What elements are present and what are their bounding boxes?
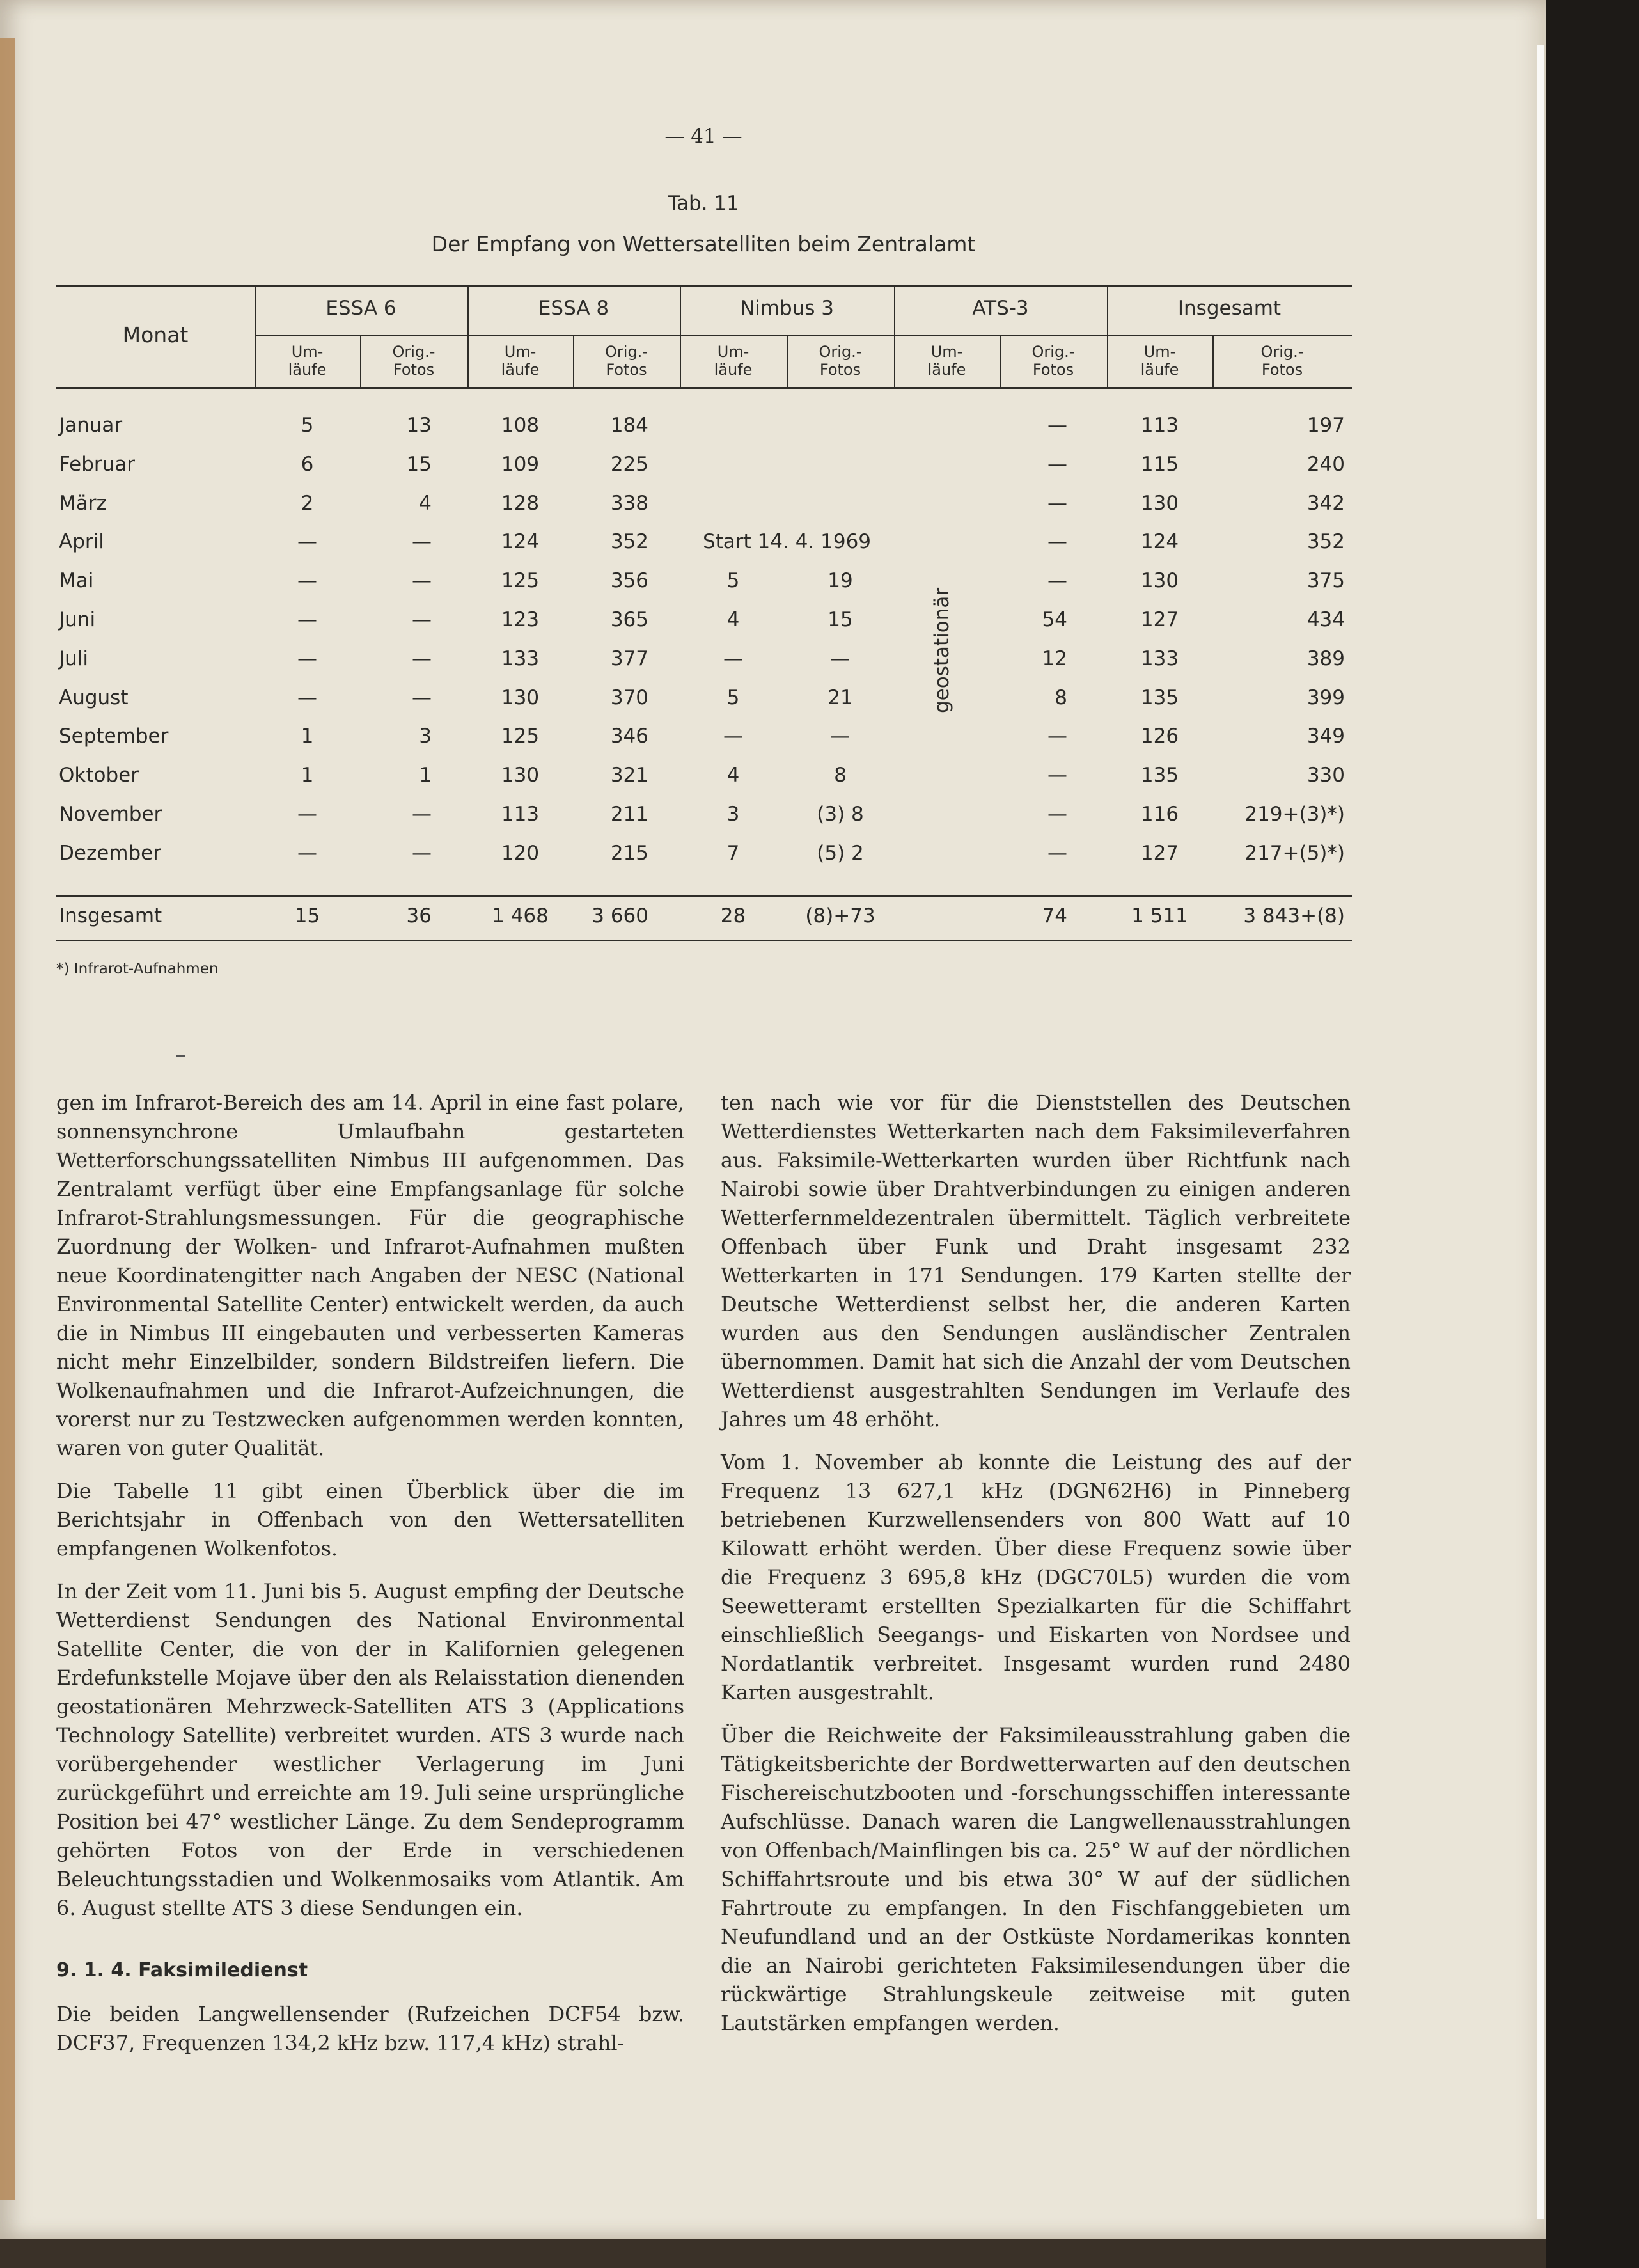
table-row-cell: (3) 8: [817, 803, 864, 826]
table-row-cell: 197: [1306, 414, 1345, 437]
table-row-cell: 115: [1140, 452, 1179, 476]
table-row-cell: 133: [501, 647, 540, 670]
table-row-cell: 4: [726, 764, 740, 787]
table-row-cell: —: [412, 647, 432, 670]
table-footnote: *) Infrarot-Aufnahmen: [56, 961, 219, 977]
table-row-cell: —: [412, 841, 432, 865]
scan-background: [1546, 0, 1639, 2268]
page-number: — 41 —: [664, 125, 742, 148]
subheader-umlaeufe: Um- läufe: [927, 343, 966, 379]
paragraph: Über die Reichweite der Faksimileausstrahlung gaben die Tätigkeitsberichte der Bordwetterwarten auf den deutschen Fischereischutzbooten und -forschungsschiffen interessante Aufschlüsse. Danach waren die Langwellenausstrahlungen von Offenbach/Mainflingen bis ca. 25° W auf der nördlichen Schiffahrtsroute und bis etwa 30° W auf der südlichen Fahrtroute zu empfangen. In den Fischfanggebieten um Neufundland und an der Ostküste Nordamerikas konnten die an Nairobi gerichteten Faksimilesendungen über die rückwärtige Strahlungskeule zeitweise mit guten Lautstärken empfangen werden.: [721, 1723, 1351, 2035]
table-row-cell: —: [830, 725, 851, 748]
total-row-cell: 15: [294, 904, 320, 927]
table-row-cell: —: [1047, 725, 1067, 748]
group-header-rule: [255, 335, 1352, 336]
table-row-cell: —: [412, 569, 432, 593]
group-header-total: Insgesamt: [1177, 297, 1282, 320]
table-row-cell: 377: [610, 647, 648, 670]
group-header-essa8: ESSA 8: [538, 297, 609, 320]
table-row-cell: 15: [406, 452, 432, 476]
table-row-cell: 3: [726, 803, 740, 826]
table-row-month: August: [59, 686, 129, 709]
table-row-cell: —: [1047, 764, 1067, 787]
table-row-cell: —: [297, 803, 317, 826]
table-row-month: Februar: [59, 452, 136, 476]
table-row-cell: 1: [419, 764, 432, 787]
table-row-cell: 13: [406, 414, 432, 437]
table-row-cell: 5: [726, 686, 740, 709]
table-row-cell: 4: [419, 491, 432, 515]
page-edge-highlight: [1537, 45, 1544, 2219]
table-row-cell: 4: [726, 608, 740, 631]
table-row-month: Juni: [59, 608, 96, 631]
total-row-cell: 1 511: [1131, 904, 1188, 927]
table-row-cell: —: [297, 569, 317, 593]
table-row-cell: 370: [610, 686, 648, 709]
table-row-cell: 21: [827, 686, 853, 709]
table-row-cell: 19: [827, 569, 853, 593]
table-row-cell: —: [1047, 530, 1067, 554]
total-row-cell: 28: [720, 904, 746, 927]
table-row-cell: 1: [301, 764, 314, 787]
table-row-month: Oktober: [59, 764, 139, 787]
table-row-cell: 356: [610, 569, 648, 593]
table-title: Der Empfang von Wettersatelliten beim Zentralamt: [431, 232, 976, 256]
table-bottom-rule: [56, 940, 1352, 941]
table-row-cell: 130: [501, 686, 540, 709]
table-row-cell: —: [412, 803, 432, 826]
table-row-cell: 133: [1140, 647, 1179, 670]
table-row-cell: 321: [610, 764, 648, 787]
table-row-month: April: [59, 530, 104, 554]
table-row-cell: 342: [1306, 491, 1345, 515]
table-row-cell: (5) 2: [817, 841, 864, 865]
table-row-cell: 365: [610, 608, 648, 631]
table-row-cell: 352: [1306, 530, 1345, 554]
table-row-cell: 135: [1140, 686, 1179, 709]
table-row-cell: —: [297, 647, 317, 670]
month-column-header: Monat: [122, 322, 189, 347]
table-row-cell: —: [723, 725, 743, 748]
total-row-cell: 3 660: [592, 904, 648, 927]
table-row-cell: 434: [1306, 608, 1345, 631]
table-row-month: Januar: [59, 414, 123, 437]
header-bottom-rule: [56, 387, 1352, 389]
table-row-cell: 130: [1140, 569, 1179, 593]
table-row-cell: —: [297, 686, 317, 709]
table-row-cell: 126: [1140, 725, 1179, 748]
table-row-cell: 346: [610, 725, 648, 748]
table-row-cell: 127: [1140, 608, 1179, 631]
subheader-umlaeufe: Um- läufe: [714, 343, 753, 379]
table-row-cell: —: [1047, 841, 1067, 865]
table-row-cell: —: [412, 530, 432, 554]
table-row-cell: 3: [419, 725, 432, 748]
table-row-cell: —: [1047, 414, 1067, 437]
table-row-cell: 54: [1042, 608, 1067, 631]
paragraph: Vom 1. November ab konnte die Leistung des auf der Frequenz 13 627,1 kHz (DGN62H6) in Pinneberg betriebenen Kurzwellensenders von 800 Watt auf 10 Kilowatt erhöht werden. Über diese Frequenz sowie über die Frequenz 3 695,8 kHz (DGC70L5) wurden die vom Seewetteramt erstellten Spezialkarten für die Schiffahrt einschließlich Seegangs- und Eiskarten von Nordsee und Nordatlantik verbreitet. Insgesamt wurden rund 2480 Karten ausgestrahlt.: [721, 1450, 1351, 1705]
subheader-fotos: Orig.- Fotos: [1031, 343, 1075, 379]
table-row-cell: 399: [1306, 686, 1345, 709]
total-row-cell: (8)+73: [805, 904, 875, 927]
paragraph: gen im Infrarot-Bereich des am 14. April in eine fast polare, sonnensynchrone Umlaufbahn gestarteten Wetterforschungssatelliten Nimbus III aufgenommen. Das Zentralamt verfügt über eine Empfangsanlage für solche Infrarot-Strahlungsmessungen. Für die geographische Zuordnung der Wolken- und Infrarot-Aufnahmen mußten neue Koordinatengitter nach Angaben der NESC (National Environmental Satellite Center) entwickelt werden, da auch die in Nimbus III eingebauten und verbesserten Kameras nicht mehr Einzelbilder, sondern Bildstreifen liefern. Die Wolkenaufnahmen und die Infrarot-Aufzeichnungen, die vorerst nur zu Testzwecken aufgenommen werden konnten, waren von guter Qualität.: [56, 1091, 684, 1460]
table-row-cell: 123: [501, 608, 540, 631]
table-row-cell: 125: [501, 725, 540, 748]
table-row-cell: 338: [610, 491, 648, 515]
subheader-fotos: Orig.- Fotos: [1260, 343, 1304, 379]
table-row-cell: 8: [834, 764, 847, 787]
total-row-cell: 1 468: [492, 904, 549, 927]
table-row-cell: —: [723, 647, 743, 670]
subheader-fotos: Orig.- Fotos: [392, 343, 435, 379]
table-row-cell: 130: [501, 764, 540, 787]
print-mark: [176, 1055, 185, 1057]
text-column-right: [721, 1089, 1351, 2038]
table-row-cell: 219+(3)*): [1244, 803, 1345, 826]
table-row-cell: —: [1047, 491, 1067, 515]
text-column-left: [56, 1089, 684, 2058]
table-row-cell: 7: [726, 841, 740, 865]
ats3-geostationary-note: geostationär: [930, 587, 953, 713]
total-row-cell: 74: [1042, 904, 1067, 927]
table-row-cell: 127: [1140, 841, 1179, 865]
table-row-cell: —: [1047, 569, 1067, 593]
paragraph: Die beiden Langwellensender (Rufzeichen DCF54 bzw. DCF37, Frequenzen 134,2 kHz bzw. 117,4 kHz) strahl-: [56, 2002, 684, 2055]
table-row-cell: 375: [1306, 569, 1345, 593]
table-row-cell: 330: [1306, 764, 1345, 787]
table-row-cell: 125: [501, 569, 540, 593]
table-row-cell: 135: [1140, 764, 1179, 787]
table-row-cell: —: [830, 647, 851, 670]
table-row-cell: 113: [1140, 414, 1179, 437]
paragraph: In der Zeit vom 11. Juni bis 5. August empfing der Deutsche Wetterdienst Sendungen des National Environmental Satellite Center, die von der in Kalifornien gelegenen Erdefunkstelle Mojave über den als Relaisstation dienenden geostationären Mehrzweck-Satelliten ATS 3 (Applications Technology Satellite) verbreitet wurden. ATS 3 wurde nach vorübergehender westlicher Verlagerung im Juni zurückgeführt und erreichte am 19. Juli seine ursprüngliche Position bei 47° westlicher Länge. Zu dem Sendeprogramm gehörten Fotos von der Erde in verschiedenen Beleuchtungsstadien und Wolkenmosaiks vom Atlantik. Am 6. August stellte ATS 3 diese Sendungen ein.: [56, 1579, 684, 1920]
table-row-cell: 1: [301, 725, 314, 748]
table-row-cell: 8: [1055, 686, 1067, 709]
table-row-cell: 116: [1140, 803, 1179, 826]
table-row-month: Mai: [59, 569, 94, 593]
total-top-rule: [56, 895, 1352, 897]
table-row-cell: 211: [610, 803, 648, 826]
total-row-month: Insgesamt: [59, 904, 162, 927]
table-row-cell: 6: [301, 452, 314, 476]
table-row-cell: Start 14. 4. 1969: [702, 530, 872, 554]
table-row-month: März: [59, 491, 107, 515]
table-row-cell: 225: [610, 452, 648, 476]
group-header-nimbus3: Nimbus 3: [739, 297, 835, 320]
table-row-month: Dezember: [59, 841, 161, 865]
total-row-cell: 3 843+(8): [1243, 904, 1345, 927]
table-row-cell: —: [412, 608, 432, 631]
paragraph: ten nach wie vor für die Dienststellen des Deutschen Wetterdienstes Wetterkarten nach dem Faksimileverfahren aus. Faksimile-Wetterkarten wurden über Richtfunk nach Nairobi sowie über Drahtverbindungen zu einigen anderen Wetterfernmeldezentralen übermittelt. Täglich verbreitete Offenbach über Funk und Draht insgesamt 232 Wetterkarten in 171 Sendungen. 179 Karten stellte der Deutsche Wetterdienst selbst her, die anderen Karten wurden aus den Sendungen ausländischer Zentralen übernommen. Damit hat sich die Anzahl der vom Deutschen Wetterdienst ausgestrahlten Sendungen im Verlaufe des Jahres um 48 erhöht.: [721, 1091, 1351, 1431]
table-row-cell: —: [1047, 452, 1067, 476]
table-row-month: November: [59, 803, 162, 826]
table-label: Tab. 11: [668, 192, 739, 215]
subheader-fotos: Orig.- Fotos: [605, 343, 648, 379]
table-row-cell: 124: [1140, 530, 1179, 554]
table-row-month: September: [59, 725, 169, 748]
previous-page-edge: [0, 38, 15, 2200]
table-row-cell: 349: [1306, 725, 1345, 748]
table-row-cell: 109: [501, 452, 540, 476]
table-row-cell: 108: [501, 414, 540, 437]
table-row-cell: —: [412, 686, 432, 709]
paragraph: Die Tabelle 11 gibt einen Überblick über die im Berichtsjahr in Offenbach von den Wettersatelliten empfangenen Wolkenfotos.: [56, 1479, 684, 1561]
total-row-cell: 36: [406, 904, 432, 927]
table-row-cell: 184: [610, 414, 648, 437]
subheader-fotos: Orig.- Fotos: [819, 343, 862, 379]
table-row-cell: 12: [1042, 647, 1067, 670]
table-row-cell: 240: [1306, 452, 1345, 476]
table-row-cell: 389: [1306, 647, 1345, 670]
table-row-cell: 215: [610, 841, 648, 865]
table-row-cell: 120: [501, 841, 540, 865]
table-row-cell: 113: [501, 803, 540, 826]
table-row-cell: 2: [301, 491, 314, 515]
table-row-cell: —: [297, 841, 317, 865]
table-row-cell: —: [1047, 803, 1067, 826]
table-row-month: Juli: [59, 647, 89, 670]
table-row-cell: 5: [726, 569, 740, 593]
table-row-cell: 5: [301, 414, 314, 437]
subheader-umlaeufe: Um- läufe: [288, 343, 327, 379]
group-header-ats3: ATS-3: [972, 297, 1029, 320]
table-row-cell: 15: [827, 608, 853, 631]
table-row-cell: 128: [501, 491, 540, 515]
table-row-cell: 130: [1140, 491, 1179, 515]
table-row-cell: 352: [610, 530, 648, 554]
table-row-cell: 217+(5)*): [1244, 841, 1345, 865]
table-row-cell: 124: [501, 530, 540, 554]
table-row-cell: —: [297, 608, 317, 631]
section-heading: 9. 1. 4. Faksimiledienst: [56, 1959, 308, 1981]
table-row-cell: —: [297, 530, 317, 554]
subheader-umlaeufe: Um- läufe: [1140, 343, 1179, 379]
group-header-essa6: ESSA 6: [325, 297, 396, 320]
subheader-umlaeufe: Um- läufe: [501, 343, 540, 379]
table-top-rule: [56, 285, 1352, 287]
